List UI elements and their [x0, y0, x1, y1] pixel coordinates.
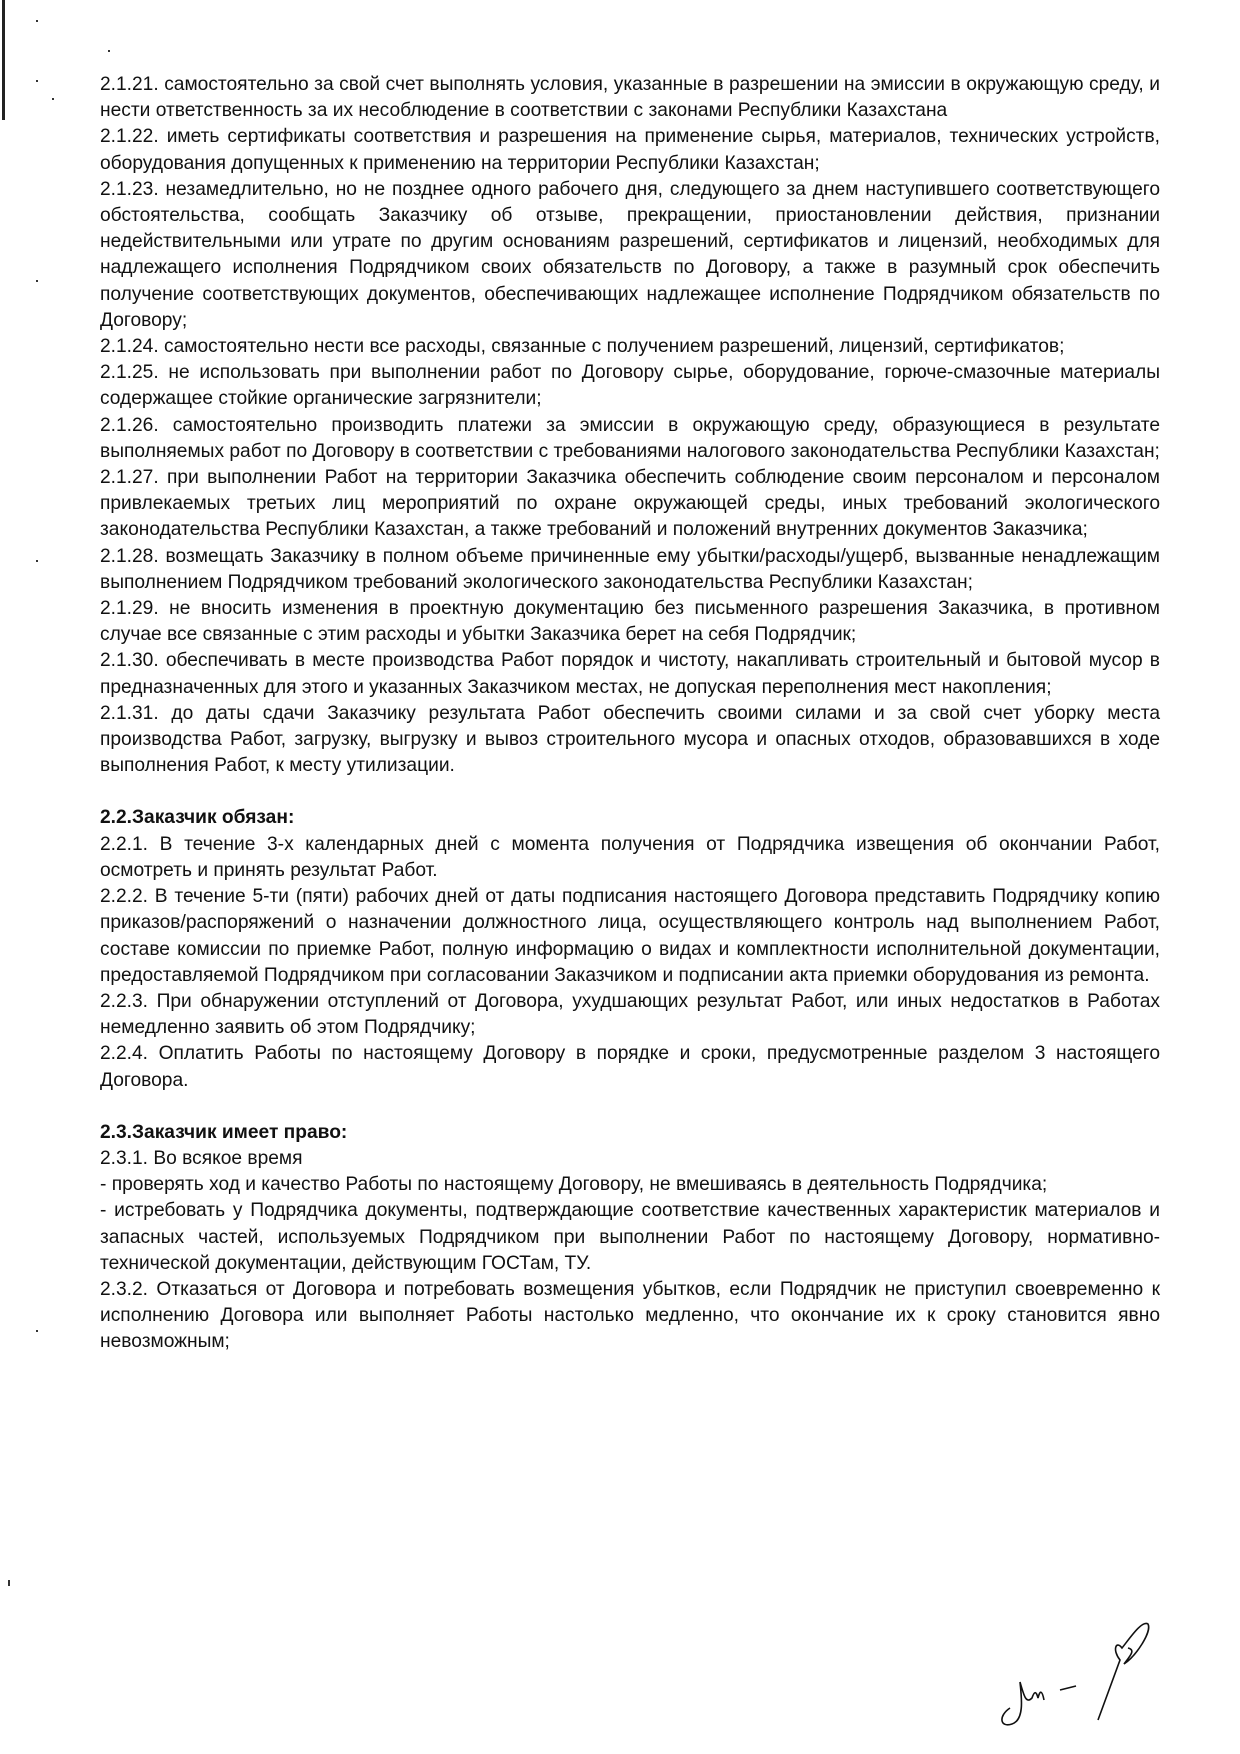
scan-speck [36, 20, 38, 22]
clause-2-3-1-bullet-request-docs: - истребовать у Подрядчика документы, подтверждающие соответствие качественных характеристик материалов и запасных частей, используемых Подрядчиком при выполнении Работ по настоящему Договору, нормативно-технической документации, действующим ГОСТам, ТУ. [100, 1200, 1160, 1274]
section-2-2 [100, 805, 1160, 1093]
clause-2-1-26: 2.1.26. самостоятельно производить платежи за эмиссии в окружающую среду, образующиеся в результате выполняемых работ по Договору в соответствии с требованиями налогового законодательства Республики Казахстан; [100, 414, 1160, 462]
scan-speck [108, 50, 110, 52]
section-2-3 [100, 1120, 1160, 1356]
scan-speck [36, 560, 38, 562]
clause-2-2-4: 2.2.4. Оплатить Работы по настоящему Договору в порядке и сроки, предусмотренные разделом 3 настоящего Договора. [100, 1043, 1160, 1091]
scan-speck [52, 98, 54, 100]
section-2-1-continuation [100, 72, 1160, 779]
clause-2-1-23: 2.1.23. незамедлительно, но не позднее одного рабочего дня, следующего за днем наступившего соответствующего обстоятельства, сообщать Заказчику об отзыве, прекращении, приостановлении действия, признании недействительными или утрате по другим основаниям разрешений, сертификатов и лицензий, необходимых для надлежащего исполнения Подрядчиком своих обязательств по Договору, а также в разумный срок обеспечить получение соответствующих документов, обеспечивающих надлежащее исполнение Подрядчиком обязательств по Договору; [100, 178, 1160, 331]
scan-speck [8, 1580, 10, 1586]
section-heading-2-2: 2.2.Заказчик обязан: [100, 807, 295, 829]
clause-2-3-2: 2.3.2. Отказаться от Договора и потребовать возмещения убытков, если Подрядчик не приступил своевременно к исполнению Договора или выполняет Работы настолько медленно, что окончание их к сроку становится явно невозможным; [100, 1278, 1160, 1353]
clause-2-1-30: 2.1.30. обеспечивать в месте производства Работ порядок и чистоту, накапливать строительный и бытовой мусор в предназначенных для этого и указанных Заказчиком местах, не допуская переполнения мест накопления; [100, 650, 1160, 698]
section-spacer [100, 1094, 1160, 1120]
section-heading-2-3: 2.3.Заказчик имеет право: [100, 1121, 348, 1143]
clause-2-1-29: 2.1.29. не вносить изменения в проектную документацию без письменного разрешения Заказчика, в противном случае все связанные с этим расходы и убытки Заказчика берет на себя Подрядчик; [100, 598, 1160, 646]
document-page [100, 72, 1160, 1356]
signature-stroke [1098, 1623, 1149, 1720]
clause-2-1-25: 2.1.25. не использовать при выполнении работ по Договору сырье, оборудование, горюче-смазочные материалы содержащее стойкие органические загрязнители; [100, 362, 1160, 410]
clause-2-1-28: 2.1.28. возмещать Заказчику в полном объеме причиненные ему убытки/расходы/ущерб, вызванные ненадлежащим выполнением Подрядчиком требований экологического законодательства Республики Казахстан; [100, 545, 1160, 593]
scan-speck [36, 80, 38, 82]
clause-2-1-24: 2.1.24. самостоятельно нести все расходы, связанные с получением разрешений, лицензий, сертификатов; [100, 336, 1065, 358]
handwritten-signature [980, 1620, 1170, 1730]
clause-2-3-1: 2.3.1. Во всякое время [100, 1147, 303, 1169]
clause-2-1-27: 2.1.27. при выполнении Работ на территории Заказчика обеспечить соблюдение своим персоналом и персоналом привлекаемых третьих лиц мероприятий по охране окружающей среды, иных требований экологического законодательства Республики Казахстан, а также требований и положений внутренних документов Заказчика; [100, 467, 1160, 541]
signature-dash [1060, 1686, 1076, 1690]
clause-2-1-21: 2.1.21. самостоятельно за свой счет выполнять условия, указанные в разрешении на эмиссии в окружающую среду, и нести ответственность за их несоблюдение в соответствии с законами Республики Казахстана [100, 74, 1160, 122]
clause-2-1-22: 2.1.22. иметь сертификаты соответствия и разрешения на применение сырья, материалов, технических устройств, оборудования допущенных к применению на территории Республики Казахстан; [100, 126, 1160, 174]
clause-2-3-1-bullet-check: - проверять ход и качество Работы по настоящему Договору, не вмешиваясь в деятельность Подрядчика; [100, 1174, 1048, 1196]
scan-margin-mark [2, 0, 5, 120]
signature-stroke [1002, 1682, 1044, 1725]
clause-2-1-31: 2.1.31. до даты сдачи Заказчику результата Работ обеспечить своими силами и за свой счет уборку места производства Работ, загрузку, выгрузку и вывоз строительного мусора и опасных отходов, образовавшихся в ходе выполнения Работ, к месту утилизации. [100, 702, 1160, 777]
section-spacer [100, 779, 1160, 805]
clause-2-2-1: 2.2.1. В течение 3-х календарных дней с момента получения от Подрядчика извещения об окончании Работ, осмотреть и принять результат Работ. [100, 833, 1160, 881]
clause-2-2-2: 2.2.2. В течение 5-ти (пяти) рабочих дней от даты подписания настоящего Договора представить Подрядчику копию приказов/распоряжений о назначении должностного лица, осуществляющего контроль над выполнением Работ, составе комиссии по приемке Работ, полную информацию о видах и комплектности исполнительной документации, предоставляемой Подрядчиком при согласовании Заказчиком и подписании акта приемки оборудования из ремонта. [100, 886, 1160, 986]
scan-speck [36, 280, 38, 282]
scan-speck [36, 1330, 38, 1332]
clause-2-2-3: 2.2.3. При обнаружении отступлений от Договора, ухудшающих результат Работ, или иных недостатков в Работах немедленно заявить об этом Подрядчику; [100, 990, 1160, 1039]
